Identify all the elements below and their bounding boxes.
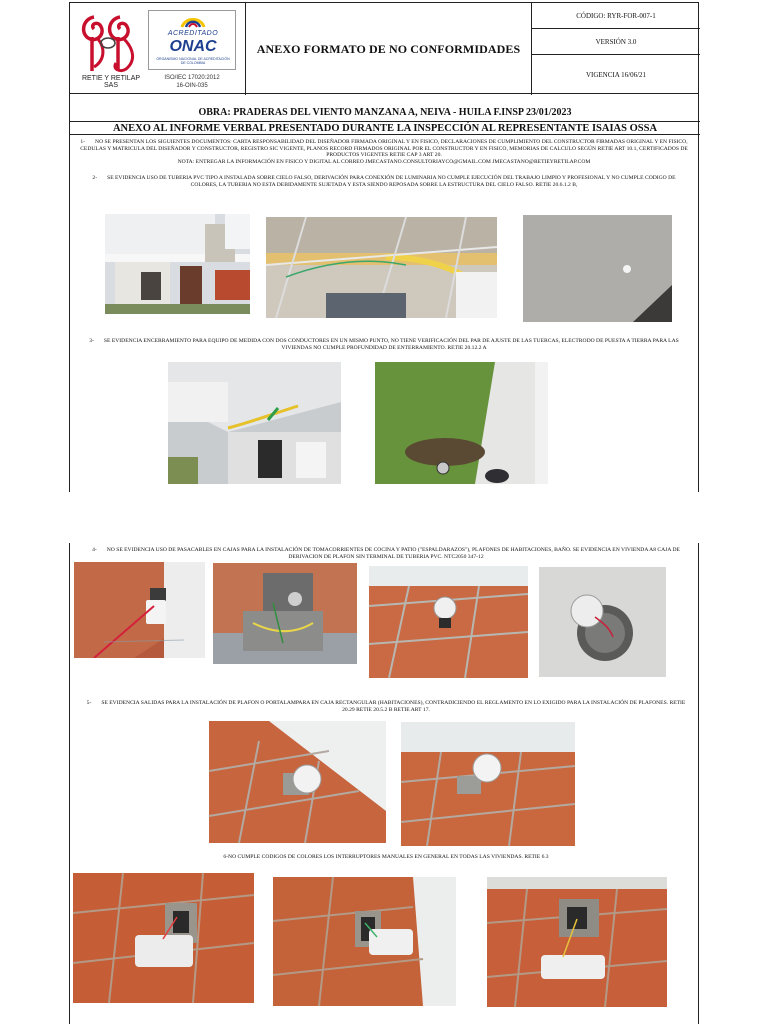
item-2-text: SE EVIDENCIA USO DE TUBERIA PVC TIPO A INSTALADA SOBRE CIELO FALSO, DERIVACIÓN PARA CONEXIÓN DE LUMINARIA NO CUMPLE EJECUCIÓN DEL TRABAJO LIMPIO Y PROFESIONAL Y NO CUMPLE CODIGO DE COLORES, LA TUBERIA NO ESTA DEBIDAMENTE SUJETADA Y ESTA SIENDO REPOSADA SOBRE LA ESTRUCTURA DEL CIELO FALSO. RETIE 20.6.1.2 B, [107, 175, 676, 188]
photo-switch-2 [273, 877, 456, 1006]
photo-switch-1 [73, 873, 254, 1003]
onac-subtitle: ORGANISMO NACIONAL DE ACREDITACIÓN DE COLOMBIA [156, 57, 230, 65]
item-3-number: 3- [89, 338, 94, 344]
photo-grounding-electrode [375, 362, 548, 484]
onac-emblem-icon [179, 15, 207, 29]
item-2 [80, 175, 688, 188]
document-title-cell [246, 3, 532, 95]
photo-ceiling-conduit [266, 217, 497, 318]
photo-facade [105, 214, 250, 314]
item-2-number: 2- [92, 175, 98, 181]
onac-iso [148, 74, 236, 90]
onac-iso-line-2: 16-OIN-035 [176, 83, 208, 89]
photo-junction-box [213, 563, 357, 664]
item-5-number: 5- [86, 700, 92, 706]
item-4-text: NO SE EVIDENCIA USO DE PASACABLES EN CAJAS PARA LA INSTALACIÓN DE TOMACORRIENTES DE COCINA Y PATIO ("ESPALDARAZOS"), PLAFONES DE HABITACIONES, BAÑO. SE EVIDENCIA EN VIVIENDA A8 CAJA DE DERIVACION DE PLAFON SIN TERMINAL DE TUBERIA PVC. NTC2050 347-12 [106, 547, 680, 560]
item-1-text: NO SE PRESENTAN LOS SIGUIENTES DOCUMENTOS: CARTA RESPONSABILIDAD DEL DISEÑADOR FIRMADA ORIGINAL Y EN FISICO, DECLARACIONES DE CUMPLIMIENTO DEL CONSTRUCTOR FIRMADAS ORIGINAL Y EN FISICO, CEDULAS Y MATRICULA DEL DISEÑADOR Y CONSTRUCTOR, REGISTRO SIC VIGENTE, PLANOS RECORD FIRMADOS ORIGINAL POR EL CONSTRUCTOR Y EN FISICO, MEMORIAS DE CALCULO SEGÚN RETIE ART 10.1, CERTIFICADOS DE PRODUCTOS VIGENTES RETIE CAP 3 ART 20. [80, 139, 688, 159]
item-5 [84, 700, 688, 713]
item-4-number: 4- [92, 547, 97, 553]
photo-outlet-patio [74, 562, 205, 658]
photo-switch-3 [487, 877, 667, 1007]
codigo-cell: CÓDIGO: RYR-FOR-007-1 [532, 3, 700, 29]
item-1 [80, 139, 688, 159]
onac-wordmark: ONAC [169, 38, 217, 55]
item-4 [80, 547, 692, 560]
header-table [69, 2, 699, 94]
item-6-text: 6-NO CUMPLE CODIGOS DE COLORES LOS INTERRUPTORES MANUALES EN GENERAL EN TODAS LAS VIVIENDAS. RETIE 6.3 [223, 854, 549, 860]
photo-ceiling-box [523, 215, 672, 322]
item-5-text: SE EVIDENCIA SALIDAS PARA LA INSTALACIÓN DE PLAFON O PORTALAMPARA EN CAJA RECTANGULAR (HABITACIONES), CONTRADICIENDO EL REGLAMENTO EN LO EXIGIDO PARA LA INSTALACIÓN DE PLAFONES. RETIE 20.29 RETIE 20.5.2 B RETIE ART 17. [101, 700, 686, 713]
onac-logo [148, 10, 236, 70]
photo-rectangular-box-1 [209, 721, 386, 843]
item-3-text: SE EVIDENCIA ENCERRAMIENTO PARA EQUIPO DE MEDIDA CON DOS CONDUCTORES EN UN MISMO PUNTO, NO TIENE VERIFICACIÓN DEL PAR DE AJUSTE DE LAS TUERCAS, ELECTRODO DE PUESTA A TIERRA PARA LAS VIVIENDAS NO CUMPLE PROFUNDIDAD DE ENTERRAMIENTO. RETIE 20.12.2 A [103, 338, 679, 351]
photo-ceiling-lampholder [369, 566, 528, 678]
version-cell: VERSIÓN 3.0 [532, 29, 700, 55]
logo-caption: RETIE Y RETILAP SAS [81, 75, 141, 89]
item-1-note: NOTA: ENTREGAR LA INFORMACIÓN EN FISICO Y DIGITAL AL CORREO JMECASTANO.CONSULTORIAYCO@GMAIL.COM JMECASTANO@RETIEYRETILAP.COM [177, 159, 591, 165]
item-3 [80, 338, 688, 351]
photo-meter-enclosure [168, 362, 341, 484]
obra-heading: OBRA: PRADERAS DEL VIENTO MANZANA A, NEIVA - HUILA F.INSP 23/01/2023 [198, 107, 572, 118]
item-1-number: 1- [80, 139, 86, 145]
photo-rectangular-box-2 [401, 722, 575, 846]
item-6 [84, 854, 688, 861]
vigencia-cell: VIGENCIA 16/06/21 [585, 71, 647, 79]
photo-plafon-box [539, 567, 666, 677]
onac-acreditado: ACREDITADO [167, 30, 219, 37]
anexo-heading: ANEXO AL INFORME VERBAL PRESENTADO DURANTE LA INSPECCIÓN AL REPRESENTANTE ISAIAS OSSA [70, 121, 700, 135]
document-title: ANEXO FORMATO DE NO CONFORMIDADES [256, 41, 521, 56]
logo-cell [70, 3, 246, 95]
onac-iso-line-1: ISO/IEC 17020:2012 [164, 75, 220, 81]
